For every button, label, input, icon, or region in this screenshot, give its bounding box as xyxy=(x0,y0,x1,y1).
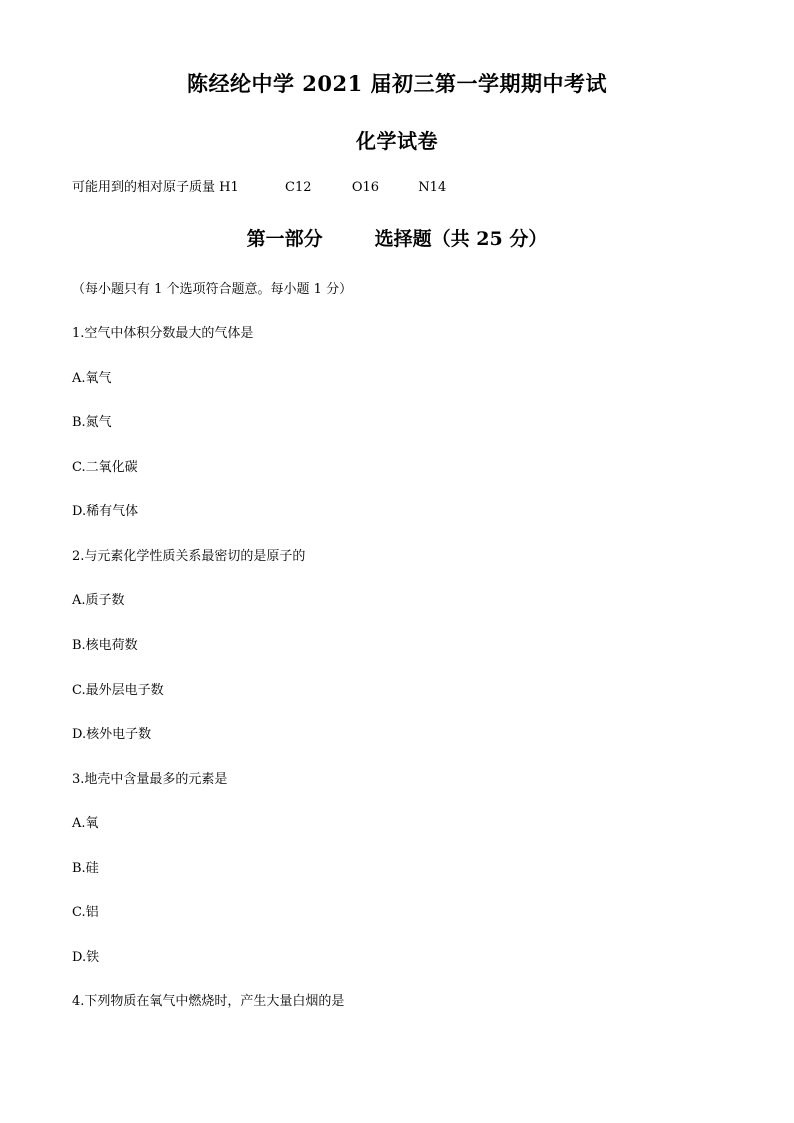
question-option: C.最外层电子数 xyxy=(72,683,164,698)
question-stem: 1.空气中体积分数最大的气体是 xyxy=(72,326,254,341)
section-instruction: （每小题只有 1 个选项符合题意。每小题 1 分） xyxy=(72,282,353,297)
question-option: A.氧 xyxy=(72,816,99,831)
atomic-mass-line xyxy=(72,176,446,195)
question-option: A.质子数 xyxy=(72,593,125,608)
section-part: 第一部分 xyxy=(246,228,323,250)
atomic-mass-n: N14 xyxy=(418,180,447,195)
question-option: B.硅 xyxy=(72,861,99,876)
question-option: B.氮气 xyxy=(72,415,112,430)
question-stem: 4.下列物质在氧气中燃烧时，产生大量白烟的是 xyxy=(72,994,345,1009)
question-option: B.核电荷数 xyxy=(72,638,138,653)
section-heading xyxy=(0,224,794,251)
question-option: C.铝 xyxy=(72,905,99,920)
question-stem: 3.地壳中含量最多的元素是 xyxy=(72,772,228,787)
question-option: D.铁 xyxy=(72,950,100,965)
question-option: D.稀有气体 xyxy=(72,504,139,519)
question-option: C.二氧化碳 xyxy=(72,460,138,475)
question-option: D.核外电子数 xyxy=(72,727,152,742)
exam-title: 陈经纶中学 2021 届初三第一学期期中考试 xyxy=(186,71,608,96)
question-option: A.氧气 xyxy=(72,371,112,386)
atomic-mass-c: C12 xyxy=(285,180,312,195)
exam-subtitle: 化学试卷 xyxy=(356,129,438,153)
atomic-mass-o: O16 xyxy=(351,180,380,195)
question-stem: 2.与元素化学性质关系最密切的是原子的 xyxy=(72,549,306,564)
section-name: 选择题（共 25 分） xyxy=(374,228,548,250)
atomic-mass-label: 可能用到的相对原子质量 H1 xyxy=(72,180,239,195)
